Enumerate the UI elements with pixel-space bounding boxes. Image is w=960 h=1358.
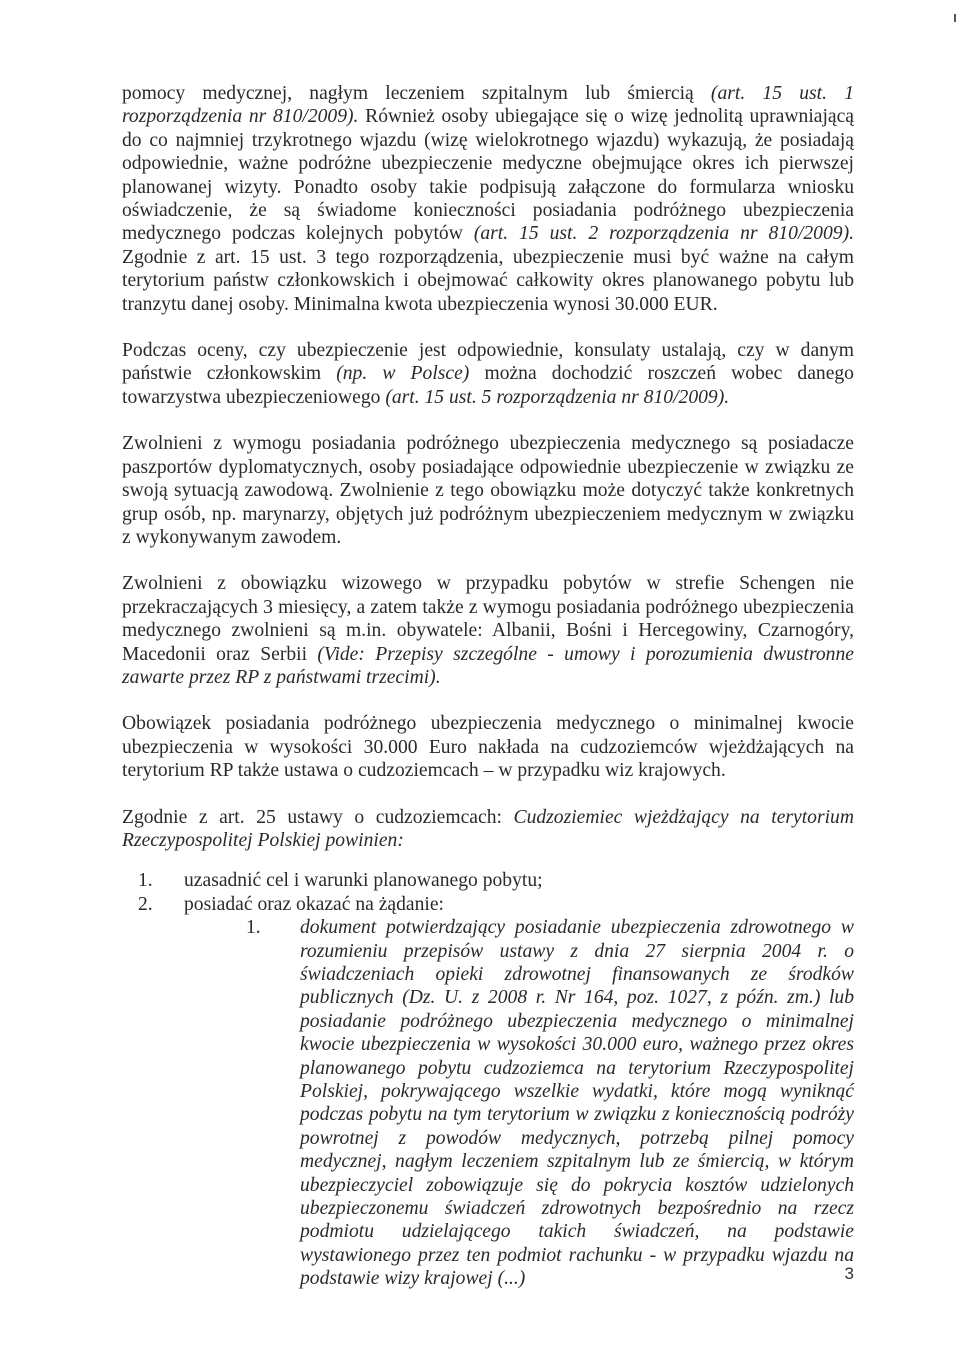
citation: (art. 15 ust. 2 rozporządzenia nr 810/2009). — [473, 223, 854, 245]
requirements-list — [122, 869, 854, 916]
text: Podczas oceny, czy ubezpieczenie jest odpowiednie, konsulaty ustalają, czy w danym państwie członkowskim — [122, 340, 854, 385]
statute-quote: Cudzoziemiec wjeżdżający na terytorium Rzeczypospolitej Polskiej powinien: — [122, 806, 854, 851]
text: Zgodnie z art. 25 ustawy o cudzoziemcach: — [122, 806, 514, 828]
list-number: 1. — [138, 870, 153, 892]
citation: (art. 15 ust. 1 rozporządzenia nr 810/2009). — [122, 83, 854, 128]
sublist-item — [246, 916, 854, 1291]
example-note: (np. w Polsce) — [336, 363, 470, 385]
text: można dochodzić roszczeń wobec danego towarzystwa ubezpieczeniowego — [122, 363, 854, 408]
list-item-text: posiadać oraz okazać na żądanie: — [184, 893, 444, 915]
text: Zgodnie z art. 15 ust. 3 tego rozporządzenia, ubezpieczenie musi być ważne na całym terytorium państw członkowskich i obejmować całkowity okres planowanego pobytu lub tranzytu danej osoby. Minimalna kwota ubezpieczenia wynosi 30.000 EUR. — [122, 246, 854, 315]
paragraph-article-25 — [122, 806, 854, 853]
documents-sublist — [122, 916, 854, 1291]
citation: (art. 15 ust. 5 rozporządzenia nr 810/2009). — [385, 386, 730, 408]
sublist-number: 1. — [246, 917, 261, 939]
list-item — [122, 869, 854, 892]
sublist-item-text: dokument potwierdzający posiadanie ubezpieczenia zdrowotnego w rozumieniu przepisów ustawy z dnia 27 sierpnia 2004 r. o świadczeniach opieki zdrowotnej finansowanych ze środków publicznych (Dz. U. z 2008 r. Nr 164, poz. 1027, z późn. zm.) lub posiadanie podróżnego ubezpieczenia medycznego o minimalnej kwocie ubezpieczenia w wysokości 30.000 euro, ważnego przez okres planowanego pobytu cudzoziemca na terytorium Rzeczypospolitej Polskiej, pokrywającego wszelkie wydatki, które mogą wyniknąć podczas pobytu na tym terytorium w związku z koniecznością podróży powrotnej z powodów medycznych, potrzebą pilnej pomocy medycznej, nagłym leczeniem szpitalnym lub ze śmiercią, w którym ubezpieczyciel zobowiązuje się do pokrycia kosztów udzielonych ubezpieczonemu świadczeń zdrowotnych bezpośrednio na rzecz podmiotu udzielającego takich świadczeń, na podstawie wystawionego przez ten podmiot rachunku - w przypadku wjazdu na podstawie wizy krajowej (...) — [300, 917, 854, 1290]
scan-edge-mark — [954, 14, 956, 22]
list-item-text: uzasadnić cel i warunki planowanego pobytu; — [184, 870, 543, 892]
reference-note: (Vide: Przepisy szczególne - umowy i porozumienia dwustronne zawarte przez RP z państwami trzecimi). — [122, 643, 854, 688]
paragraph-visa-exempt-countries — [122, 572, 854, 689]
paragraph-insurance-requirement — [122, 82, 854, 316]
paragraph-minimum-coverage: Obowiązek posiadania podróżnego ubezpieczenia medycznego o minimalnej kwocie ubezpieczenia w wysokości 30.000 Euro nakłada na cudzoziemców wjeżdżających na terytorium RP także ustawa o cudzoziemcach – w przypadku wiz krajowych. — [122, 713, 854, 782]
list-item — [122, 893, 854, 916]
document-body — [122, 82, 854, 1291]
paragraph-consulate-assessment — [122, 339, 854, 409]
page-number: 3 — [844, 1264, 854, 1283]
text: Również osoby ubiegające się o wizę jednolitą uprawniającą do co najmniej trzykrotnego wjazdu (wizę wielokrotnego wjazdu) wykazują, że posiadają odpowiednie, ważne podróżne ubezpieczenie medyczne obejmujące okres ich pierwszej planowanej wizyty. Ponadto osoby takie podpisują załączone do formularza wniosku oświadczenie, że są świadome konieczności posiadania podróżnego ubezpieczenia medycznego podczas kolejnych pobytów — [122, 106, 854, 245]
text: Zwolnieni z obowiązku wizowego w przypadku pobytów w strefie Schengen nie przekraczających 3 miesięcy, a zatem także z wymogu posiadania podróżnego ubezpieczenia medycznego zwolnieni są m.in. obywatele: Albanii, Bośni i Hercegowiny, Czarnogóry, Macedonii oraz Serbii — [122, 573, 854, 665]
paragraph-exemptions: Zwolnieni z wymogu posiadania podróżnego ubezpieczenia medycznego są posiadacze paszportów dyplomatycznych, osoby posiadające odpowiednie ubezpieczenie w związku ze swoją sytuacją zawodową. Zwolnienie z tego obowiązku może dotyczyć także konkretnych grup osób, np. marynarzy, objętych już podróżnym ubezpieczeniem medycznym w związku z wykonywanym zawodem. — [122, 433, 854, 548]
list-number: 2. — [138, 893, 153, 915]
text: pomocy medycznej, nagłym leczeniem szpitalnym lub śmiercią — [122, 83, 711, 104]
